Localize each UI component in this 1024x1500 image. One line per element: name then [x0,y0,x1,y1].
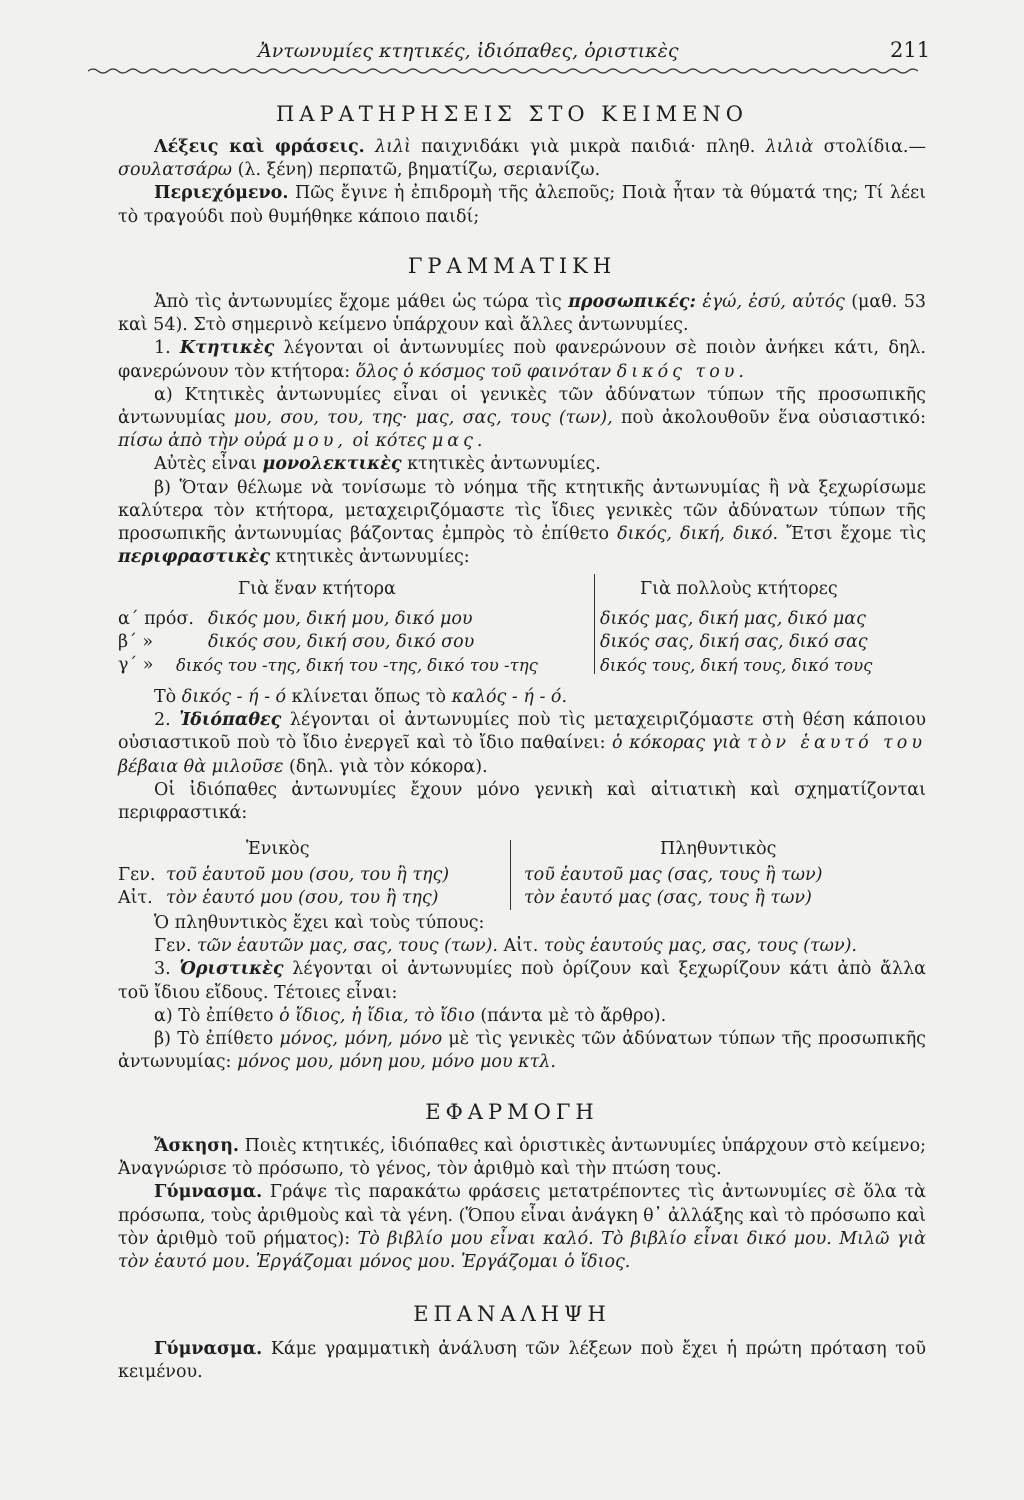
application-block [118,1135,926,1274]
table-row-singular: δικός του -της, δική του -της, δικό του -της [176,656,538,675]
running-header: Ἀντωνυμίες κτητικές, ἰδιόπαθες, ὁριστικὲς [258,40,679,62]
table-row-plural: τοῦ ἑαυτοῦ μας (σας, τους ἢ των) [524,865,823,885]
table-row-person: β΄ » [118,632,154,652]
observations-block [118,136,926,229]
definitive-b: β) Τὸ ἐπίθετο μόνος, μόνη, μόνο μὲ τὶς γενικὲς τῶν ἀδύνατων τύπων τῆς προσωπικῆς ἀντωνυμίας: μόνος μου, μόνη μου, μόνο μου κτλ. [118,1029,926,1073]
reflexive-table-divider [510,840,511,910]
table-row-person: γ΄ » [118,655,154,675]
page-number: 211 [890,38,931,62]
grammar-block-2 [118,686,926,825]
possessive-table-divider [594,574,595,674]
review-block [118,1338,926,1384]
possessive-col1-header: Γιὰ ἕναν κτήτορα [238,579,396,599]
reflexive-col1-header: Ἑνικὸς [246,839,310,859]
grammar-heading: ΓΡΑΜΜΑΤΙΚΗ [407,254,617,278]
possessive-a: α) Κτητικὲς ἀντωνυμίες εἶναι οἱ γενικὲς τῶν ἀδύνατων τύπων τῆς προσωπικῆς ἀντωνυμίας μου, σου, του, της· μας, σας, τους (των), ποὺ ἀκολουθοῦν ἕνα οὐσιαστικό: πίσω ἀπὸ τὴν οὐρά μου, οἱ κότες μας. [118,384,926,452]
drill: Γύμνασμα. Γράψε τὶς παρακάτω φράσεις μετατρέποντες τὶς ἀντωνυμίες σὲ ὅλα τὰ πρόσωπα, τοὺς ἀριθμοὺς καὶ τὰ γένη. (Ὅπου εἶναι ἀνάγκη θ᾿ ἀλλάξης καὶ τὸ πρόσωπο καὶ τὸν ἀριθμὸ τοῦ ρήματος): Τὸ βιβλίο μου εἶναι καλό. Τὸ βιβλίο εἶναι δικό μου. Μιλῶ γιὰ τὸν ἑαυτό μου. Ἐργάζομαι μόνος μου. Ἐργάζομαι ὁ ἴδιος. [118,1182,926,1273]
table-row-singular: δικός μου, δική μου, δικό μου [208,609,473,629]
possessive-definition: 1. Κτητικὲς λέγονται οἱ ἀντωνυμίες ποὺ φανερώνουν σὲ ποιὸν ἀνήκει κάτι, δηλ. φανερώνουν τὸν κτήτορα: ὅλος ὁ κόσμος τοῦ φαινόταν δικός του. [118,338,926,382]
monolectic-note: Αὐτὲς εἶναι μονολεκτικὲς κτητικὲς ἀντωνυμίες. [154,454,601,475]
possessive-b: β) Ὅταν θέλωμε νὰ τονίσωμε τὸ νόημα τῆς κτητικῆς ἀντωνυμίας ἢ νὰ ξεχωρίσωμε καλύτερα τὸν κτήτορα, μεταχειριζόμαστε τὶς ἴδιες γενικὲς τῶν ἀδύνατων τύπων τῆς προσωπικῆς ἀντωνυμίας βάζοντας ἐμπρὸς τὸ ἐπίθετο δικός, δική, δικό. Ἔτσι ἔχομε τὶς περιφραστικὲς κτητικὲς ἀντωνυμίες: [118,477,927,568]
table-row-singular: δικός σου, δική σου, δικό σου [208,632,475,652]
grammar-block-3 [118,912,926,1074]
grammar-block-1 [118,291,926,569]
words-and-phrases: Λέξεις καὶ φράσεις. λιλὶ παιχνιδάκι γιὰ μικρὰ παιδιά· πληθ. λιλιὰ στολίδια.—σουλατσάρω (λ. ξένη) περπατῶ, βηματίζω, σεριανίζω. [118,137,926,181]
table-row-singular: τοῦ ἑαυτοῦ μου (σου, του ἢ της) [166,865,450,885]
review-drill: Γύμνασμα. Κάμε γραμματικὴ ἀνάλυση τῶν λέξεων ποὺ ἔχει ἡ πρώτη πρόταση τοῦ κειμένου. [118,1339,926,1383]
definitive-a: α) Τὸ ἐπίθετο ὁ ἴδιος, ἡ ἴδια, τὸ ἴδιο (πάντα μὲ τὸ ἄρθρο). [154,1005,667,1026]
table-row-singular: τὸν ἑαυτό μου (σου, του ἢ της) [166,888,439,908]
review-heading: ΕΠΑΝΑΛΗΨΗ [413,1302,611,1326]
table-row-plural: δικός τους, δική τους, δικό τους [600,656,873,675]
content-questions: Περιεχόμενο. Πῶς ἔγινε ἡ ἐπιδρομὴ τῆς ἀλεποῦς; Ποιὰ ἦταν τὰ θύματά της; Τί λέει τὸ τραγούδι ποὺ θυμήθηκε κάποιο παιδί; [118,183,926,227]
reflexive-forms-note: Οἱ ἰδιόπαθες ἀντωνυμίες ἔχουν μόνο γενικὴ καὶ αἰτιατικὴ καὶ σχηματίζονται περιφραστικά: [118,779,926,824]
table-row-case: Γεν. [118,865,156,885]
table-row-case: Αἰτ. [118,888,153,908]
reflexive-col2-header: Πληθυντικὸς [660,839,777,859]
wavy-header-rule [88,66,918,76]
table-row-plural: δικός μας, δική μας, δικό μας [600,609,866,629]
table-row-person: α΄ πρόσ. [118,609,194,629]
plural-forms: Γεν. τῶν ἑαυτῶν μας, σας, τους (των). Αἰτ. τοὺς ἑαυτούς μας, σας, τους (των). [154,936,857,957]
definitive-definition: 3. Ὁριστικὲς λέγονται οἱ ἀντωνυμίες ποὺ ὁρίζουν καὶ ξεχωρίζουν κάτι ἀπὸ ἄλλα τοῦ ἴδιου εἴδους. Τέτοιες εἶναι: [118,959,926,1003]
exercise: Ἄσκηση. Ποιὲς κτητικές, ἰδιόπαθες καὶ ὁριστικὲς ἀντωνυμίες ὑπάρχουν στὸ κείμενο; Ἀναγνώρισε τὸ πρόσωπο, τὸ γένος, τὸν ἀριθμὸ καὶ τὴν πτώση τους. [118,1136,926,1180]
application-heading: ΕΦΑΡΜΟΓΗ [425,1100,599,1124]
table-row-plural: τὸν ἑαυτό μας (σας, τους ἢ των) [524,888,812,908]
table-row-plural: δικός σας, δική σας, δικό σας [600,632,868,652]
possessive-col2-header: Γιὰ πολλοὺς κτήτορες [640,579,838,599]
reflexive-definition: 2. Ἰδιόπαθες λέγονται οἱ ἀντωνυμίες ποὺ τὶς μεταχειριζόμαστε στὴ θέση κάποιου οὐσιαστικοῦ ποὺ τὸ ἴδιο ἐνεργεῖ καὶ τὸ ἴδιο παθαίνει: ὁ κόκορας γιὰ τὸν ἑαυτό του βέβαια θὰ μιλοῦσε (δηλ. γιὰ τὸν κόκορα). [118,710,927,777]
grammar-intro: Ἀπὸ τὶς ἀντωνυμίες ἔχομε μάθει ὡς τώρα τὶς προσωπικές: ἐγώ, ἐσύ, αὐτός (μαθ. 53 καὶ 54). Στὸ σημερινὸ κείμενο ὑπάρχουν καὶ ἄλλες ἀντωνυμίες. [118,292,926,336]
plural-forms-label: Ὁ πληθυντικὸς ἔχει καὶ τοὺς τύπους: [154,913,485,933]
observations-heading: ΠΑΡΑΤΗΡΗΣΕΙΣ ΣΤΟ ΚΕΙΜΕΝΟ [275,102,749,126]
declension-note: Τὸ δικός - ή - ό κλίνεται ὅπως τὸ καλός - ή - ό. [154,687,568,707]
